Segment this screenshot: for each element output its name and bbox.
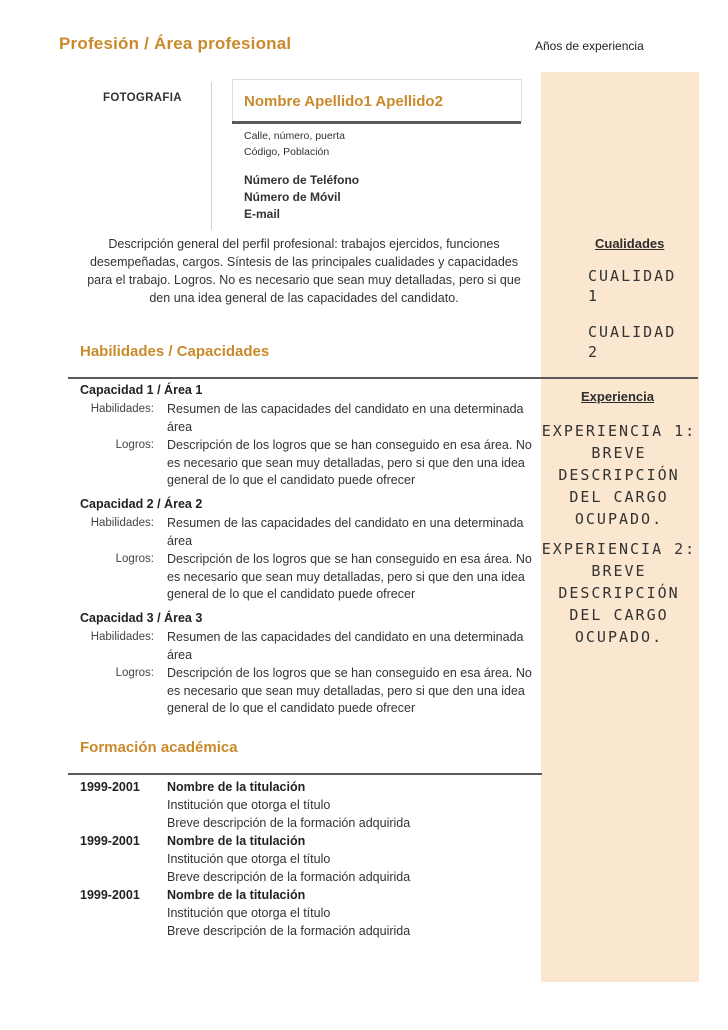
education-years: 1999-2001 <box>80 888 140 902</box>
logros-text: Descripción de los logros que se han conseguido en esa área. No es necesario que sean muy detalladas, pero si que den una idea general de lo que el candidato puede ofrecer <box>167 438 532 487</box>
mobile-number: Número de Móvil <box>244 190 341 204</box>
quality-item: CUALIDAD 2 <box>588 323 677 361</box>
education-entry <box>167 778 410 832</box>
capacity-title: Capacidad 3 / Área 3 <box>80 611 203 625</box>
habilidades-label: Habilidades: <box>90 403 154 415</box>
education-years: 1999-2001 <box>80 780 140 794</box>
education-years: 1999-2001 <box>80 834 140 848</box>
habilidades-text: Resumen de las capacidades del candidato en una determinada área <box>167 630 524 662</box>
habilidades-text: Resumen de las capacidades del candidato en una determinada área <box>167 402 524 434</box>
photo-frame <box>77 82 212 230</box>
photo-label: FOTOGRAFIA <box>103 92 182 104</box>
logros-label: Logros: <box>115 439 154 451</box>
candidate-name: Nombre Apellido1 Apellido2 <box>244 93 443 110</box>
education-heading: Formación académica <box>80 739 238 756</box>
education-divider <box>68 773 542 775</box>
email: E-mail <box>244 207 281 221</box>
experience-item: EXPERIENCIA 1: BREVE DESCRIPCIÓN DEL CARGO OCUPADO. <box>541 422 697 528</box>
logros-label: Logros: <box>115 553 154 565</box>
experience-item: EXPERIENCIA 2: BREVE DESCRIPCIÓN DEL CARGO OCUPADO. <box>541 540 697 646</box>
institution: Institución que otorga el título <box>167 852 331 866</box>
phone-number: Número de Teléfono <box>244 173 360 187</box>
logros-text: Descripción de los logros que se han conseguido en esa área. No es necesario que sean muy detalladas, pero si que den una idea general de lo que el candidato puede ofrecer <box>167 552 532 601</box>
address-line-1: Calle, número, puerta <box>244 130 345 142</box>
capacity-title: Capacidad 1 / Área 1 <box>80 383 203 397</box>
habilidades-label: Habilidades: <box>90 631 154 643</box>
capacity-title: Capacidad 2 / Área 2 <box>80 497 203 511</box>
education-summary: Breve descripción de la formación adquirida <box>167 924 411 938</box>
education-summary: Breve descripción de la formación adquirida <box>167 816 411 830</box>
page-title: Profesión / Área profesional <box>59 34 292 53</box>
name-divider <box>232 121 521 124</box>
education-summary: Breve descripción de la formación adquirida <box>167 870 411 884</box>
logros-text: Descripción de los logros que se han conseguido en esa área. No es necesario que sean muy detalladas, pero si que den una idea general de lo que el candidato puede ofrecer <box>167 666 532 715</box>
years-of-experience: Años de experiencia <box>535 39 644 53</box>
skills-heading: Habilidades / Capacidades <box>80 343 270 360</box>
profile-description: Descripción general del perfil profesional: trabajos ejercidos, funciones desempeñadas, cargos. Síntesis de las principales cualidades y capacidades para el trabajo. Logros. No es necesario que sean muy detalladas, pero si que den una idea general de las capacidades del candidato. <box>87 237 521 305</box>
habilidades-label: Habilidades: <box>90 517 154 529</box>
degree-name: Nombre de la titulación <box>167 888 306 902</box>
experience-heading: Experiencia <box>581 389 654 404</box>
address-line-2: Código, Población <box>244 146 330 158</box>
education-entry <box>167 886 410 940</box>
degree-name: Nombre de la titulación <box>167 780 306 794</box>
skills-divider <box>68 377 698 379</box>
degree-name: Nombre de la titulación <box>167 834 306 848</box>
institution: Institución que otorga el título <box>167 798 331 812</box>
logros-label: Logros: <box>115 667 154 679</box>
education-entry <box>167 832 410 886</box>
institution: Institución que otorga el título <box>167 906 331 920</box>
habilidades-text: Resumen de las capacidades del candidato en una determinada área <box>167 516 524 548</box>
quality-item: CUALIDAD 1 <box>588 267 677 305</box>
qualities-heading: Cualidades <box>595 236 665 251</box>
